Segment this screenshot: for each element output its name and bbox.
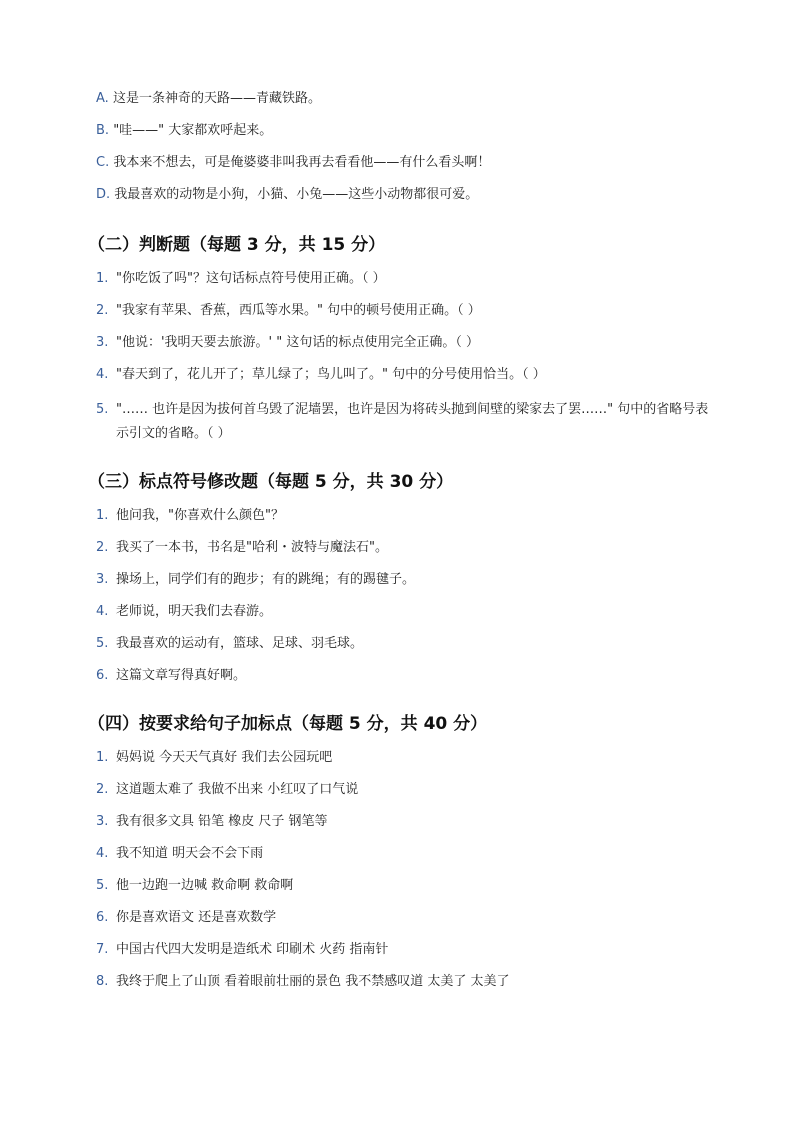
section-title: （二）判断题（每题 3 分，共 15 分） <box>88 235 386 255</box>
question-number: 6. <box>96 910 109 925</box>
question-item <box>96 749 716 781</box>
question-number: 6. <box>96 668 109 683</box>
section-title: （四）按要求给句子加标点（每题 5 分，共 40 分） <box>88 714 488 734</box>
question-item <box>96 334 716 366</box>
question-number: 2. <box>96 303 109 318</box>
question-text: 我有很多文具 铅笔 橡皮 尺子 钢笔等 <box>116 814 328 829</box>
question-item <box>96 667 716 699</box>
question-item <box>96 635 716 667</box>
question-item <box>96 507 716 539</box>
question-number: 1. <box>96 271 109 286</box>
question-item <box>96 366 716 398</box>
question-text: 这道题太难了 我做不出来 小红叹了口气说 <box>116 782 359 797</box>
question-item <box>96 302 716 334</box>
option-letter: B. <box>96 123 110 138</box>
question-item <box>96 813 716 845</box>
question-number: 2. <box>96 782 109 797</box>
question-text: "他说：'我明天要去旅游。' " 这句话的标点使用完全正确。（ ） <box>116 335 480 350</box>
option-letter: C. <box>96 155 110 170</box>
question-item <box>96 909 716 941</box>
question-item <box>96 398 716 446</box>
section-title: （三）标点符号修改题（每题 5 分，共 30 分） <box>88 472 454 492</box>
question-number: 5. <box>96 636 109 651</box>
question-item <box>96 571 716 603</box>
question-item <box>96 270 716 302</box>
question-number: 8. <box>96 974 109 989</box>
question-number: 1. <box>96 508 109 523</box>
question-item <box>96 941 716 973</box>
question-item <box>96 973 716 1005</box>
question-text: 老师说，明天我们去春游。 <box>116 604 273 619</box>
choice-options <box>96 90 716 218</box>
option-letter: A. <box>96 91 109 106</box>
question-text: 我最喜欢的运动有，篮球、足球、羽毛球。 <box>116 636 364 651</box>
question-item <box>96 781 716 813</box>
question-number: 3. <box>96 814 109 829</box>
question-number: 4. <box>96 367 109 382</box>
option-letter: D. <box>96 187 111 202</box>
option-a <box>96 90 716 122</box>
option-text: 我本来不想去，可是俺婆婆非叫我再去看看他——有什么看头啊！ <box>113 155 491 170</box>
option-c <box>96 154 716 186</box>
question-text: 他一边跑一边喊 救命啊 救命啊 <box>116 878 294 893</box>
option-d <box>96 186 716 218</box>
question-text: 我买了一本书，书名是"哈利・波特与魔法石"。 <box>116 540 388 555</box>
question-item <box>96 877 716 909</box>
question-text: 你是喜欢语文 还是喜欢数学 <box>116 910 277 925</box>
question-text: 妈妈说 今天天气真好 我们去公园玩吧 <box>116 750 333 765</box>
question-number: 3. <box>96 572 109 587</box>
question-number: 2. <box>96 540 109 555</box>
question-text: 这篇文章写得真好啊。 <box>116 668 247 683</box>
question-text: "你吃饭了吗"？这句话标点符号使用正确。（ ） <box>116 271 386 286</box>
question-item <box>96 603 716 635</box>
question-text: 我不知道 明天会不会下雨 <box>116 846 264 861</box>
question-number: 4. <box>96 604 109 619</box>
question-number: 3. <box>96 335 109 350</box>
option-text: 我最喜欢的动物是小狗，小猫、小兔——这些小动物都很可爱。 <box>114 187 479 202</box>
section-judgment <box>88 234 716 456</box>
option-text: 这是一条神奇的天路——青藏铁路。 <box>112 91 321 106</box>
question-text: "春天到了，花儿开了；草儿绿了；鸟儿叫了。" 句中的分号使用恰当。（ ） <box>116 367 546 382</box>
question-text: "…… 也许是因为拔何首乌毁了泥墙罢，也许是因为将砖头抛到间壁的梁家去了罢……" 句中的省略号表示引文的省略。（ ） <box>116 402 709 441</box>
question-number: 5. <box>96 402 109 417</box>
question-text: 中国古代四大发明是造纸术 印刷术 火药 指南针 <box>116 942 389 957</box>
question-item <box>96 539 716 571</box>
section-add-punctuation <box>88 713 716 1005</box>
option-b <box>96 122 716 154</box>
question-text: 我终于爬上了山顶 看着眼前壮丽的景色 我不禁感叹道 太美了 太美了 <box>116 974 510 989</box>
section-punctuation-fix <box>88 471 716 699</box>
question-number: 7. <box>96 942 109 957</box>
question-item <box>96 845 716 877</box>
question-number: 5. <box>96 878 109 893</box>
question-number: 1. <box>96 750 109 765</box>
option-text: "哇——" 大家都欢呼起来。 <box>113 123 273 138</box>
question-text: 他问我，"你喜欢什么颜色"？ <box>116 508 284 523</box>
question-text: 操场上，同学们有的跑步；有的跳绳；有的踢毽子。 <box>116 572 416 587</box>
question-number: 4. <box>96 846 109 861</box>
question-text: "我家有苹果、香蕉，西瓜等水果。" 句中的顿号使用正确。（ ） <box>116 303 481 318</box>
